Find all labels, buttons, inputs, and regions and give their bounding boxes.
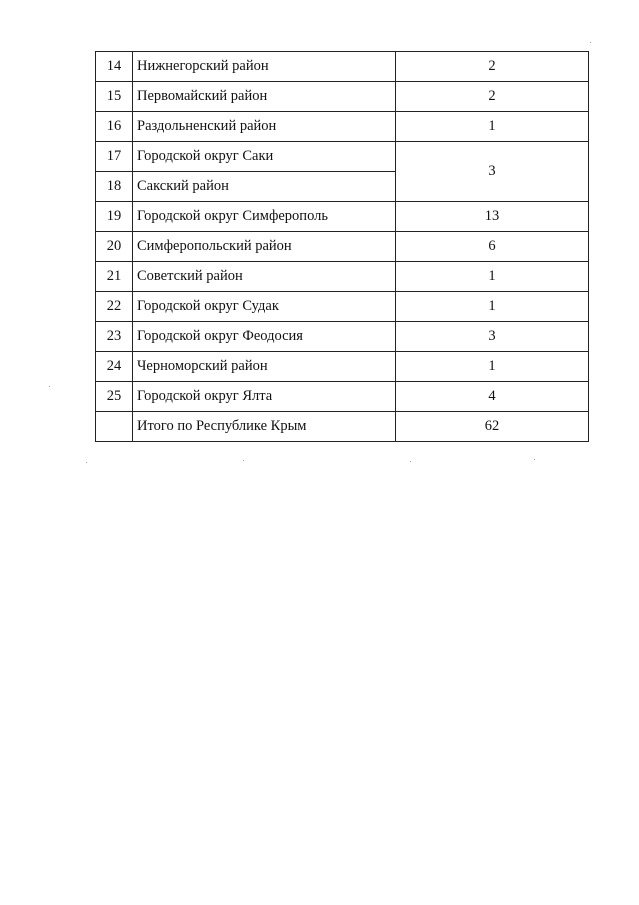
table-row [96, 142, 589, 172]
scan-speck [410, 461, 411, 462]
district-count: 13 [396, 202, 589, 232]
district-name: Городской округ Ялта [133, 382, 396, 412]
district-count: 4 [396, 382, 589, 412]
row-number: 19 [96, 202, 133, 232]
district-count: 2 [396, 52, 589, 82]
table-row [96, 322, 589, 352]
row-number: 23 [96, 322, 133, 352]
table-row [96, 232, 589, 262]
district-name: Городской округ Феодосия [133, 322, 396, 352]
table-row [96, 112, 589, 142]
total-label: Итого по Республике Крым [133, 412, 396, 442]
total-number [96, 412, 133, 442]
table-row [96, 262, 589, 292]
row-number: 22 [96, 292, 133, 322]
district-name: Раздольненский район [133, 112, 396, 142]
scan-speck [86, 462, 87, 463]
district-count: 1 [396, 352, 589, 382]
table-row [96, 82, 589, 112]
district-count-merged: 3 [396, 142, 589, 202]
row-number: 15 [96, 82, 133, 112]
row-number: 21 [96, 262, 133, 292]
row-number: 16 [96, 112, 133, 142]
district-count: 2 [396, 82, 589, 112]
row-number: 18 [96, 172, 133, 202]
table-row [96, 52, 589, 82]
district-name: Городской округ Судак [133, 292, 396, 322]
district-count: 1 [396, 262, 589, 292]
table-row [96, 202, 589, 232]
district-name: Советский район [133, 262, 396, 292]
row-number: 14 [96, 52, 133, 82]
district-count: 6 [396, 232, 589, 262]
row-number: 24 [96, 352, 133, 382]
district-name: Нижнегорский район [133, 52, 396, 82]
scan-speck [49, 386, 50, 387]
table-row [96, 352, 589, 382]
district-name: Симферопольский район [133, 232, 396, 262]
district-count: 1 [396, 292, 589, 322]
row-number: 17 [96, 142, 133, 172]
district-count: 3 [396, 322, 589, 352]
row-number: 25 [96, 382, 133, 412]
district-name: Сакский район [133, 172, 396, 202]
district-name: Городской округ Симферополь [133, 202, 396, 232]
row-number: 20 [96, 232, 133, 262]
scan-speck [534, 459, 535, 460]
districts-table [95, 51, 589, 442]
table-row [96, 382, 589, 412]
district-name: Первомайский район [133, 82, 396, 112]
table-row [96, 292, 589, 322]
total-count: 62 [396, 412, 589, 442]
district-name: Черноморский район [133, 352, 396, 382]
scan-speck [590, 42, 591, 43]
scan-speck [243, 460, 244, 461]
total-row [96, 412, 589, 442]
district-count: 1 [396, 112, 589, 142]
district-name: Городской округ Саки [133, 142, 396, 172]
